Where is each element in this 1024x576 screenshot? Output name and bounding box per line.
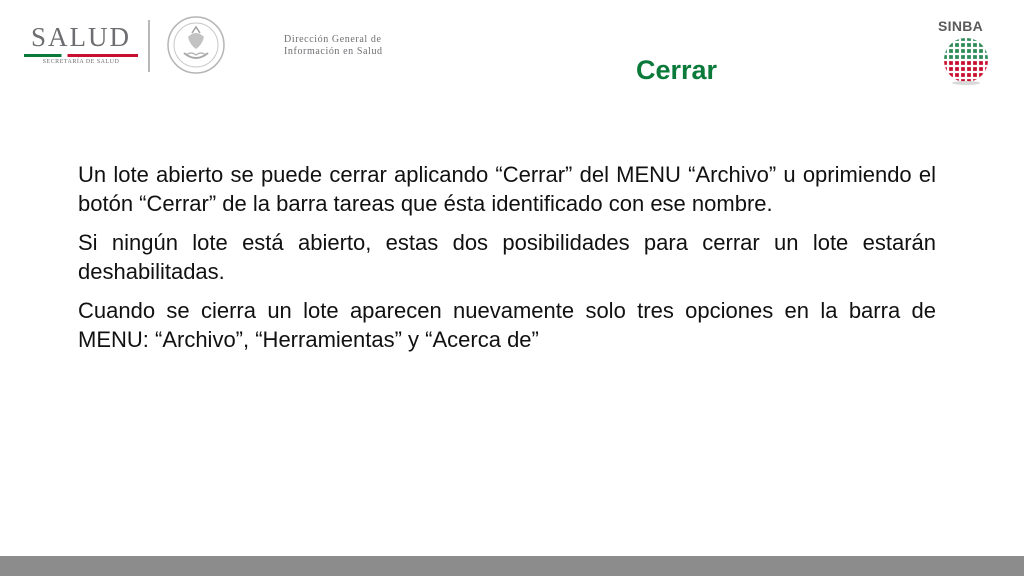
paragraph-2: Si ningún lote está abierto, estas dos posibilidades para cerrar un lote estarán deshabilitadas. [78,230,936,284]
salud-logo-bar [24,54,138,57]
dgis-line-2: Información en Salud [284,46,383,57]
coat-of-arms-seal-icon [166,15,226,75]
header-divider [148,20,150,72]
sinba-label: SINBA [938,18,984,34]
dgis-line-1: Dirección General de [284,34,382,45]
dgis-logo-text [284,34,383,58]
salud-logo-subtitle: SECRETARÍA DE SALUD [42,59,120,65]
footer-bar [0,556,1024,576]
sinba-globe-icon [940,34,992,86]
paragraph-3: Cuando se cierra un lote aparecen nuevamente solo tres opciones en la barra de MENU: “Archivo”, “Herramientas” y “Acerca de” [78,298,936,352]
slide-title: Cerrar [636,55,718,85]
salud-logo-word: SALUD [30,22,131,52]
salud-logo [22,22,140,70]
slide-body [78,160,936,364]
paragraph-1: Un lote abierto se puede cerrar aplicando “Cerrar” del MENU “Archivo” u oprimiendo el botón “Cerrar” de la barra tareas que ésta identificado con ese nombre. [78,162,936,216]
